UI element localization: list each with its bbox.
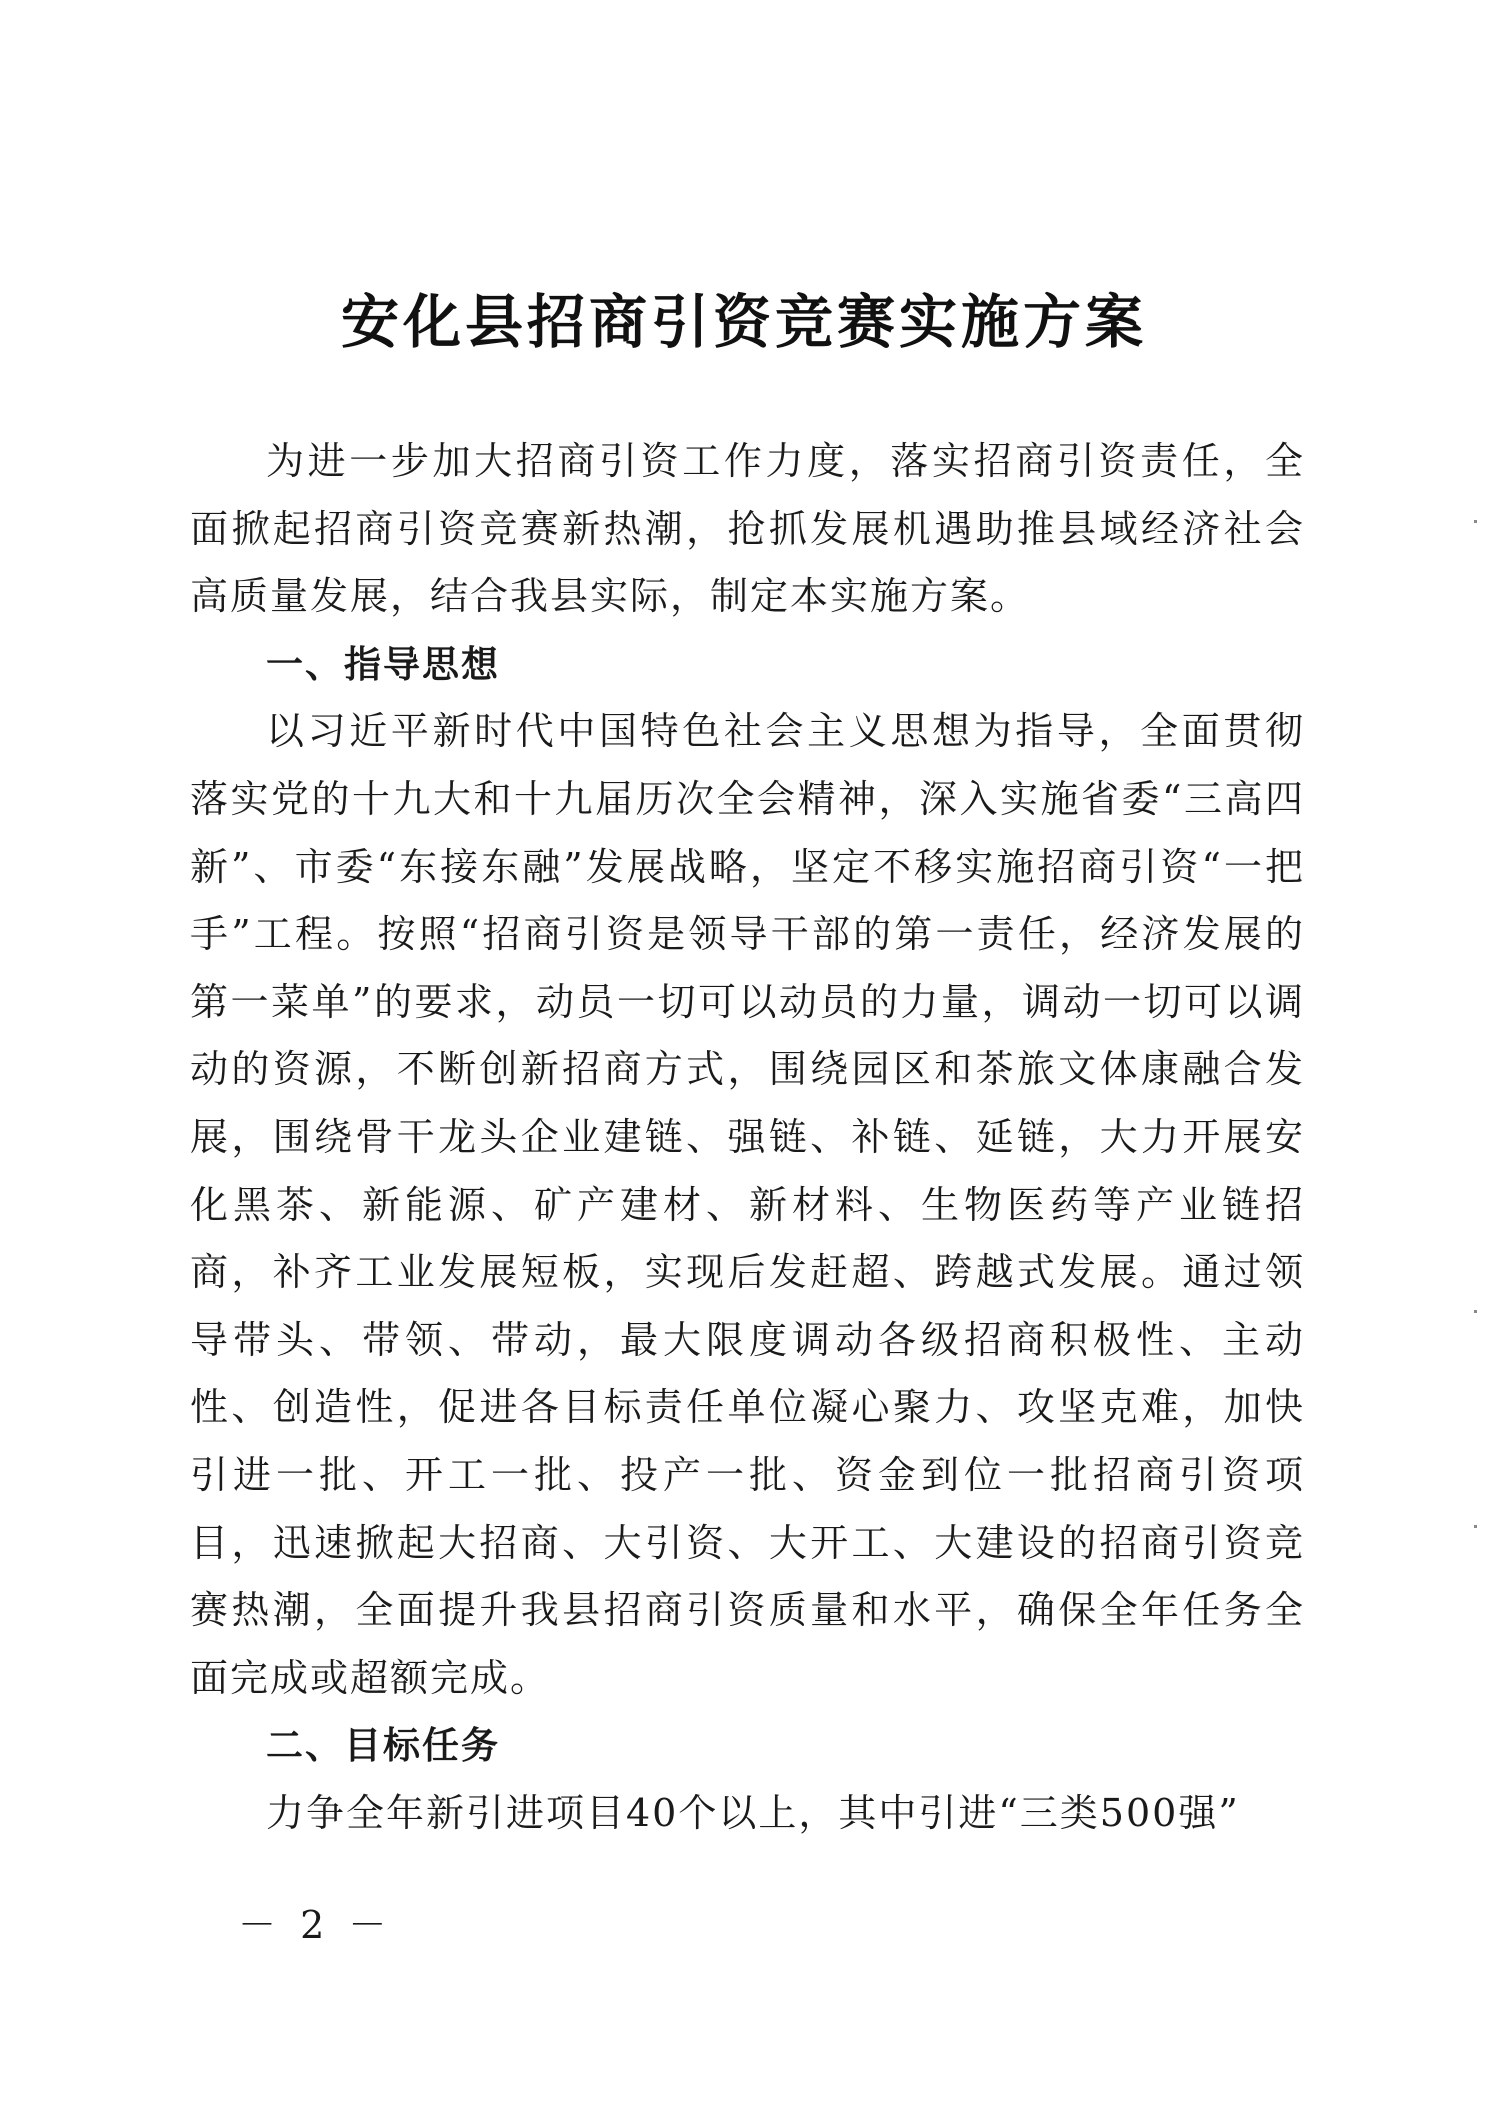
guiding-ideology-paragraph: 以习近平新时代中国特色社会主义思想为指导，全面贯彻落实党的十九大和十九届历次全会精神，深入实施省委“三高四新”、市委“东接东融”发展战略，坚定不移实施招商引资“一把手”工程。按照“招商引资是领导干部的第一责任，经济发展的第一菜单”的要求，动员一切可以动员的力量，调动一切可以调动的资源，不断创新招商方式，围绕园区和茶旅文体康融合发展，围绕骨干龙头企业建链、强链、补链、延链，大力开展安化黑茶、新能源、矿产建材、新材料、生物医药等产业链招商，补齐工业发展短板，实现后发赶超、跨越式发展。通过领导带头、带领、带动，最大限度调动各级招商积极性、主动性、创造性，促进各目标责任单位凝心聚力、攻坚克难，加快引进一批、开工一批、投产一批、资金到位一批招商引资项目，迅速掀起大招商、大引资、大开工、大建设的招商引资竞赛热潮，全面提升我县招商引资质量和水平，确保全年任务全面完成或超额完成。	[190, 709, 1305, 1700]
intro-paragraph: 为进一步加大招商引资工作力度，落实招商引资责任，全面掀起招商引资竞赛新热潮，抢抓发展机遇助推县域经济社会高质量发展，结合我县实际，制定本实施方案。	[190, 439, 1305, 619]
section-heading-guiding-ideology: 一、指导思想	[266, 642, 500, 686]
target-tasks-paragraph: 力争全年新引进项目40个以上，其中引进“三类500强”	[266, 1790, 1240, 1835]
scan-speck	[1474, 520, 1477, 523]
document-title: 安化县招商引资竞赛实施方案	[340, 288, 1147, 356]
scan-speck	[1474, 1525, 1477, 1528]
document-body	[190, 428, 1305, 1847]
scan-speck	[1474, 1310, 1477, 1313]
page-number: － 2 －	[238, 1903, 393, 1947]
section-heading-target-tasks: 二、目标任务	[266, 1724, 500, 1768]
